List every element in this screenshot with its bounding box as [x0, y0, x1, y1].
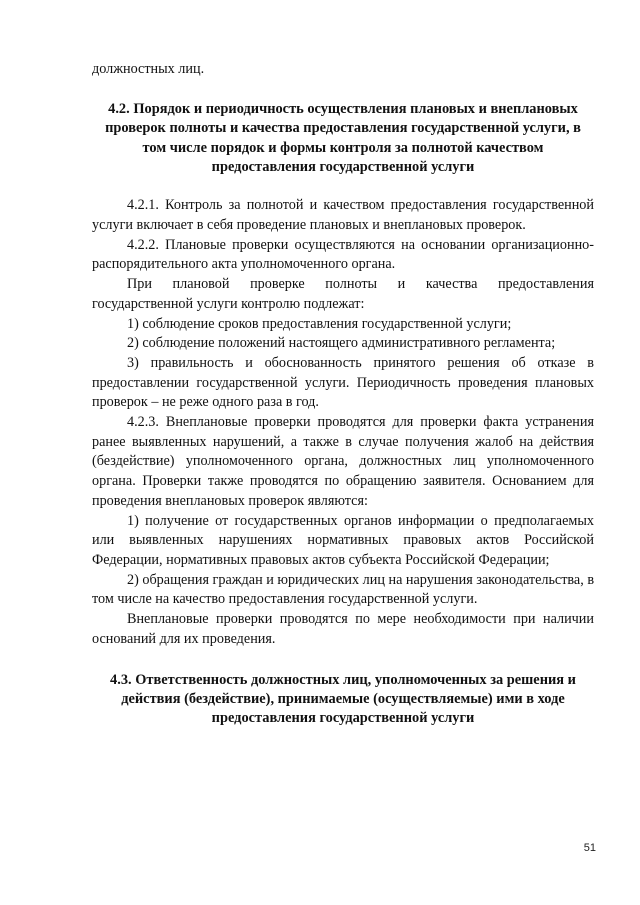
list-item-unplanned-2: 2) обращения граждан и юридических лиц на нарушения законодательства, в том числе на качество предоставления государственной услуги.: [92, 571, 595, 608]
section-4-2-heading: 4.2. Порядок и периодичность осуществления плановых и внеплановых проверок полноты и качества предоставления государственной услуги, в том числе порядок и формы контроля за полнотой качеством предоставления государственной услуги: [105, 100, 581, 175]
list-item-planned-1: 1) соблюдение сроков предоставления государственной услуги;: [127, 315, 512, 332]
paragraph-unplanned-basis: Внеплановые проверки проводятся по мере необходимости при наличии оснований для их проведения.: [92, 611, 594, 647]
list-item-unplanned-1: 1) получение от государственных органов информации о предполагаемых или выявленных нарушениях нормативных правовых актов Российской Федерации, нормативных правовых актов субъекта Российской Федерации;: [92, 512, 594, 568]
text-fragment-top: должностных лиц.: [92, 61, 205, 77]
page-content: [92, 60, 594, 729]
section-4-3-heading: 4.3. Ответственность должностных лиц, уполномоченных за решения и действия (бездействие), принимаемые (осуществляемые) ими в ходе предоставления государственной услуги: [110, 671, 576, 727]
list-item-planned-2: 2) соблюдение положений настоящего административного регламента;: [127, 335, 556, 352]
page-number: 51: [583, 842, 596, 854]
paragraph-4-2-2: 4.2.2. Плановые проверки осуществляются на основании организационно-распорядительного акта уполномоченного органа.: [92, 236, 594, 273]
paragraph-planned-check-intro: При плановой проверке полноты и качества предоставления государственной услуги контролю подлежат:: [92, 276, 594, 312]
list-item-planned-3: 3) правильность и обоснованность принятого решения об отказе в предоставлении государственной услуги. Периодичность проведения плановых проверок – не реже одного раза в год.: [92, 354, 594, 411]
paragraph-4-2-3: 4.2.3. Внеплановые проверки проводятся для проверки факта устранения ранее выявленных нарушений, а также в случае получения жалоб на действия (бездействие) уполномоченного органа, должностных лиц уполномоченного органа. Проверки также проводятся по обращению заявителя. Основанием для проведения внеплановых проверок являются:: [92, 414, 594, 509]
paragraph-4-2-1: 4.2.1. Контроль за полнотой и качеством предоставления государственной услуги включает в себя проведение плановых и внеплановых проверок.: [92, 197, 594, 234]
